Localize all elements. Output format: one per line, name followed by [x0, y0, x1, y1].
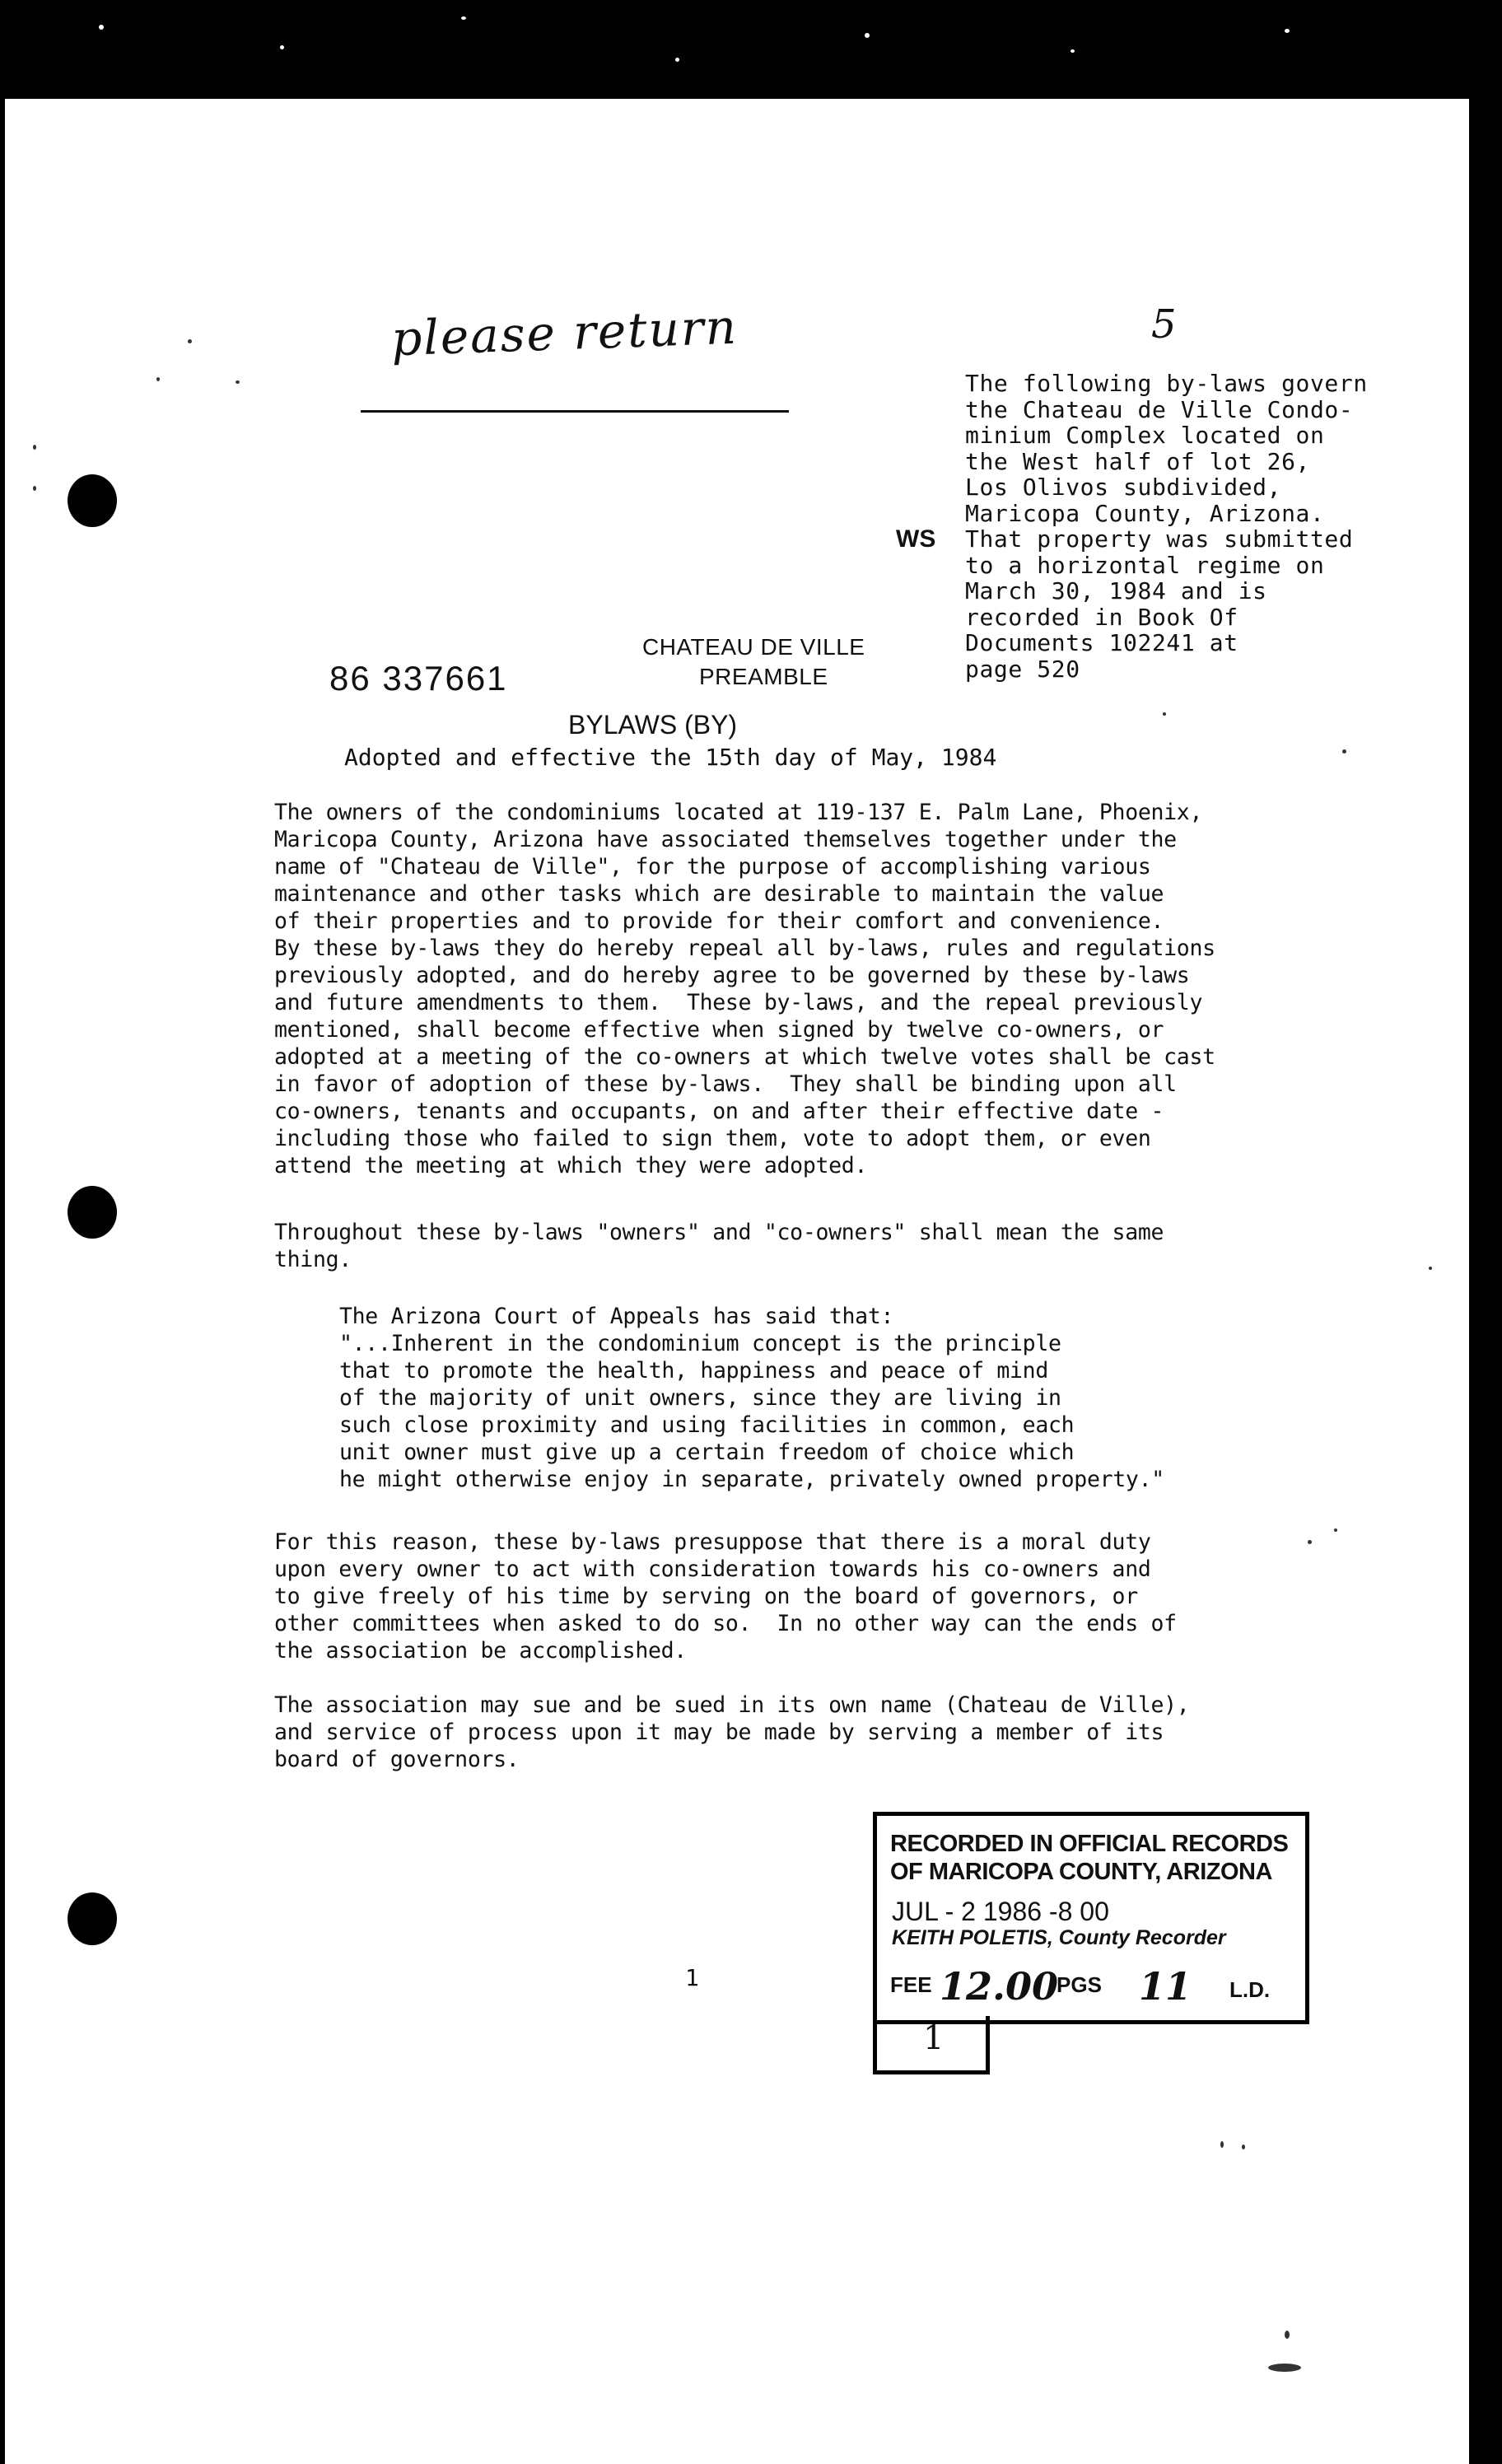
text-line: minium Complex located on — [965, 422, 1325, 449]
text-line: For this reason, these by-laws presuppose that there is a moral duty — [274, 1529, 1151, 1555]
signature-line — [361, 410, 789, 413]
text-line: "...Inherent in the condominium concept is the principle — [339, 1331, 1061, 1356]
scan-speck — [675, 58, 679, 62]
stamp-fee-value: 12.00 — [940, 1964, 1059, 2009]
text-line: board of governors. — [274, 1747, 520, 1772]
stamp-tab-box — [873, 2016, 990, 2074]
text-line: That property was submitted — [965, 525, 1354, 553]
scan-left-border — [0, 0, 5, 2464]
stamp-line-2: OF MARICOPA COUNTY, ARIZONA — [890, 1859, 1272, 1885]
text-line: previously adopted, and do hereby agree to be governed by these by-laws — [274, 963, 1190, 988]
text-line: The owners of the condominiums located at 119-137 E. Palm Lane, Phoenix, — [274, 800, 1203, 825]
scan-speck — [280, 45, 284, 49]
text-line: adopted at a meeting of the co-owners at which twelve votes shall be cast — [274, 1044, 1215, 1070]
text-line: Los Olivos subdivided, — [965, 474, 1282, 501]
text-line: including those who failed to sign them, vote to adopt them, or even — [274, 1126, 1151, 1151]
adopted-line: Adopted and effective the 15th day of May, 1984 — [344, 744, 997, 771]
scan-speck — [1285, 29, 1290, 33]
scan-noise — [1334, 1528, 1337, 1532]
scan-top-border — [0, 0, 1502, 99]
scan-speck — [1071, 49, 1075, 53]
text-line: name of "Chateau de Ville", for the purpose of accomplishing various — [274, 854, 1151, 880]
text-line: to give freely of his time by serving on the board of governors, or — [274, 1584, 1138, 1609]
text-line: in favor of adoption of these by-laws. They shall be binding upon all — [274, 1071, 1177, 1097]
text-line: maintenance and other tasks which are desirable to maintain the value — [274, 881, 1164, 907]
paragraph-owners — [274, 799, 1353, 1179]
court-quote — [339, 1303, 1311, 1493]
punch-hole — [68, 1186, 117, 1239]
paragraph-moral-duty — [274, 1528, 1353, 1664]
punch-hole — [68, 474, 117, 527]
text-line: page 520 — [965, 655, 1080, 683]
bylaws-heading: BYLAWS (BY) — [568, 710, 738, 740]
scan-speck — [461, 16, 466, 20]
stamp-ld: L.D. — [1229, 1977, 1271, 2002]
scan-noise — [1268, 2364, 1301, 2372]
text-line: By these by-laws they do hereby repeal all by-laws, rules and regulations — [274, 936, 1215, 961]
paragraph-association — [274, 1692, 1353, 1773]
text-line: and future amendments to them. These by-laws, and the repeal previously — [274, 990, 1203, 1015]
heading-preamble: PREAMBLE — [699, 664, 828, 689]
scan-right-border — [1469, 0, 1502, 2464]
scan-noise — [188, 339, 192, 343]
text-line: to a horizontal regime on — [965, 551, 1325, 579]
text-line: Maricopa County, Arizona have associated themselves together under the — [274, 827, 1177, 852]
document-number: 86 337661 — [329, 659, 508, 698]
text-line: Maricopa County, Arizona. — [965, 499, 1325, 527]
scan-noise — [33, 445, 36, 450]
scan-noise — [1163, 712, 1166, 716]
scan-noise — [1220, 2141, 1224, 2148]
text-line: recorded in Book Of — [965, 603, 1238, 631]
text-line: the association be accomplished. — [274, 1638, 687, 1664]
scan-speck — [99, 25, 104, 30]
scan-noise — [1342, 749, 1346, 754]
text-line: he might otherwise enjoy in separate, privately owned property." — [339, 1467, 1164, 1492]
stamp-line-1: RECORDED IN OFFICIAL RECORDS — [890, 1831, 1289, 1857]
text-line: co-owners, tenants and occupants, on and after their effective date - — [274, 1099, 1164, 1124]
handwritten-page-mark: 5 — [1151, 301, 1177, 348]
text-line: upon every owner to act with consideration towards his co-owners and — [274, 1556, 1151, 1582]
scan-noise — [1308, 1540, 1312, 1544]
text-line: and service of process upon it may be made by serving a member of its — [274, 1720, 1164, 1745]
text-line: The Arizona Court of Appeals has said that: — [339, 1304, 894, 1329]
scan-noise — [1242, 2144, 1245, 2149]
text-line: Throughout these by-laws "owners" and "co-owners" shall mean the same — [274, 1220, 1164, 1245]
text-line: thing. — [274, 1247, 352, 1272]
page-number: 1 — [685, 1964, 699, 1991]
text-line: the Chateau de Ville Condo- — [965, 395, 1354, 423]
scan-noise — [156, 377, 160, 381]
text-line: of the majority of unit owners, since they are living in — [339, 1385, 1061, 1411]
stamp-recorder: KEITH POLETIS, County Recorder — [892, 1926, 1226, 1949]
text-line: March 30, 1984 and is — [965, 577, 1267, 604]
intro-block — [965, 371, 1368, 682]
scan-noise — [1429, 1267, 1432, 1270]
paragraph-definition — [274, 1219, 1353, 1273]
punch-hole — [68, 1892, 117, 1945]
scan-noise — [236, 380, 240, 384]
scan-noise — [1285, 2331, 1290, 2339]
text-line: mentioned, shall become effective when signed by twelve co-owners, or — [274, 1017, 1164, 1043]
heading-title: CHATEAU DE VILLE — [642, 634, 865, 660]
stamp-fee-label: FEE — [890, 1972, 932, 1997]
text-line: such close proximity and using facilities in common, each — [339, 1412, 1075, 1438]
text-line: that to promote the health, happiness and peace of mind — [339, 1358, 1048, 1384]
stamp-pgs-value: 11 — [1139, 1964, 1192, 2009]
text-line: The association may sue and be sued in its own name (Chateau de Ville), — [274, 1692, 1190, 1718]
scan-noise — [33, 486, 36, 491]
text-line: Documents 102241 at — [965, 629, 1238, 656]
text-line: other committees when asked to do so. In no other way can the ends of — [274, 1611, 1177, 1636]
text-line: attend the meeting at which they were adopted. — [274, 1153, 868, 1178]
text-line: of their properties and to provide for their comfort and convenience. — [274, 908, 1164, 934]
text-line: The following by-laws govern — [965, 370, 1368, 397]
recording-stamp — [873, 1812, 1309, 2024]
ws-mark: WS — [896, 525, 936, 553]
stamp-pgs-label: PGS — [1057, 1972, 1102, 1997]
stamp-date: JUL - 2 1986 -8 00 — [892, 1897, 1109, 1926]
stamp-box-value: 1 — [923, 2019, 945, 2057]
text-line: unit owner must give up a certain freedom of choice which — [339, 1440, 1075, 1465]
scan-speck — [865, 33, 870, 38]
handwritten-please-return: please return — [389, 298, 739, 367]
text-line: the West half of lot 26, — [965, 447, 1310, 475]
